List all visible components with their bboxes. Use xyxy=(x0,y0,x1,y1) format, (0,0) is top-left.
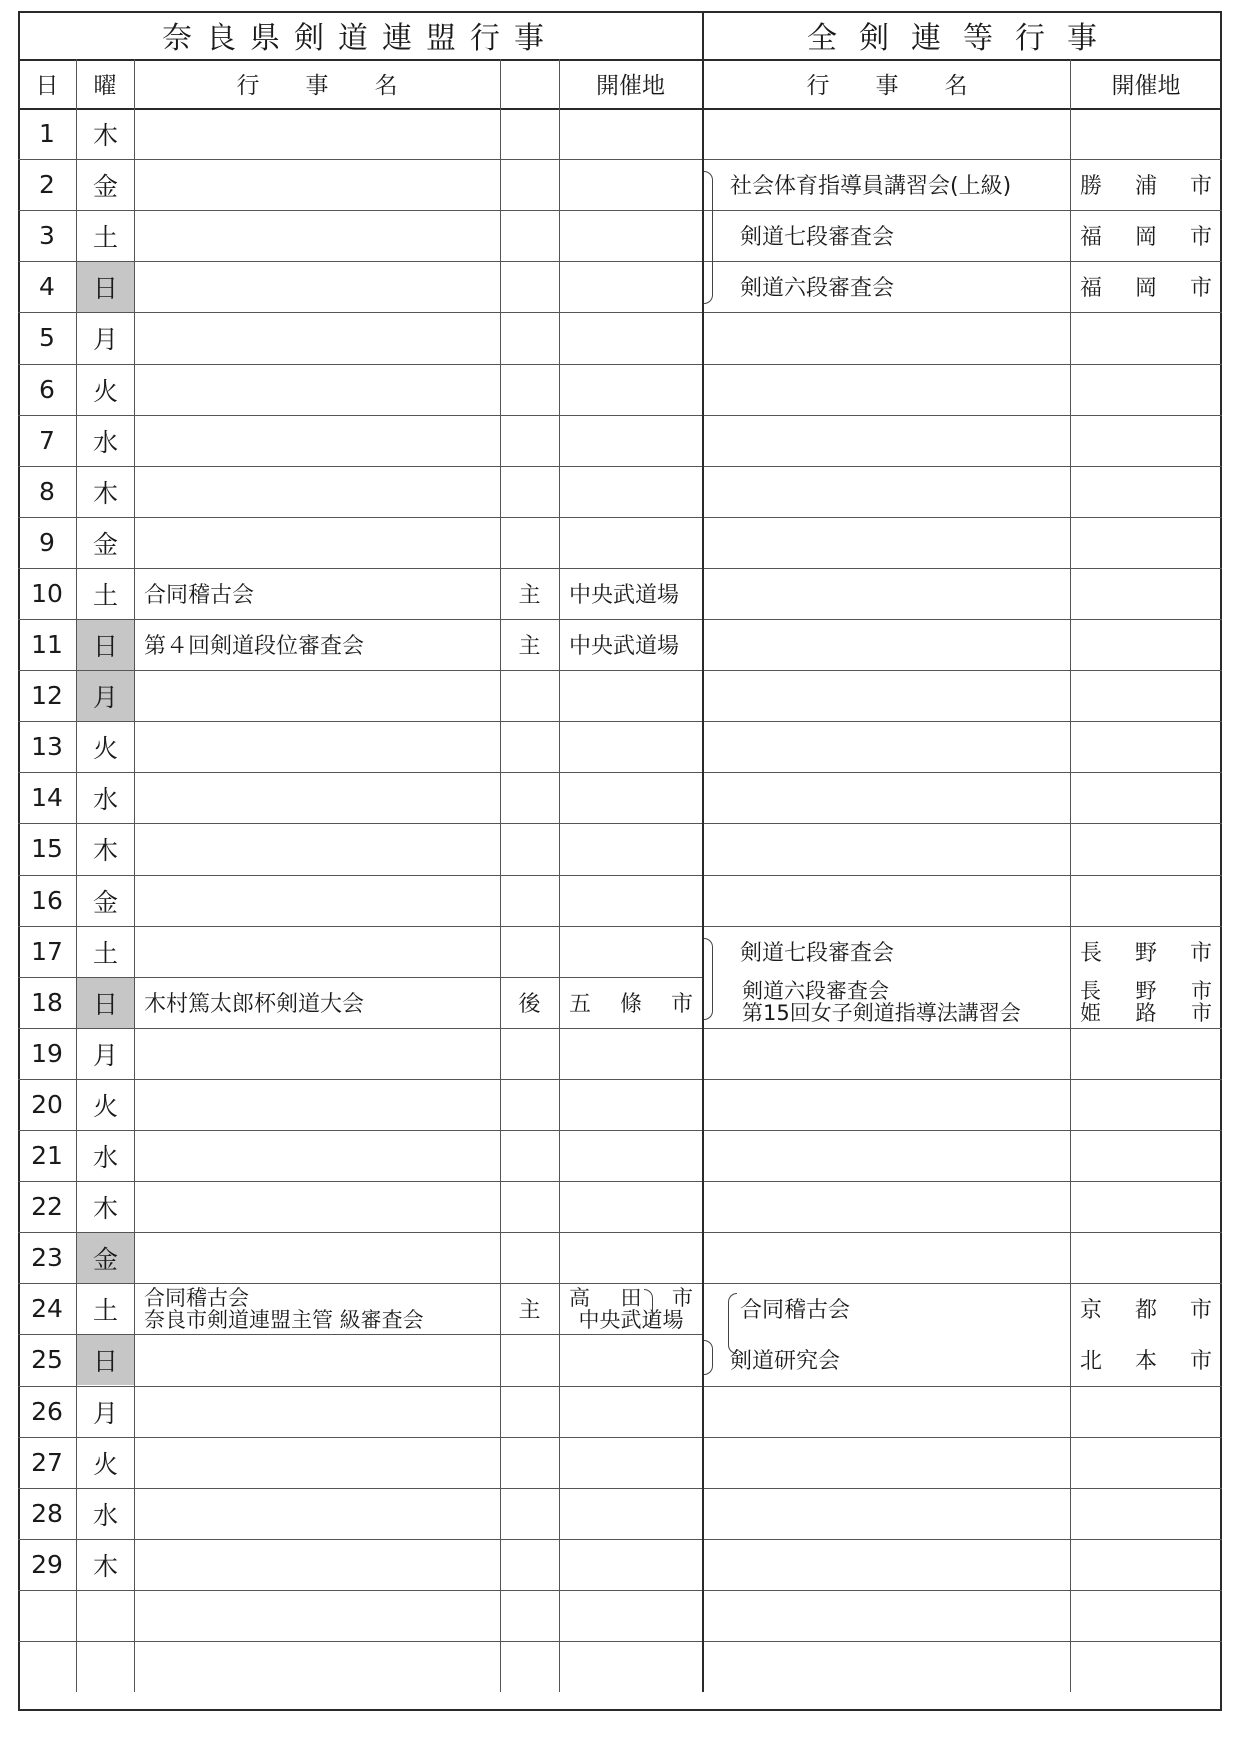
group-brace xyxy=(644,1289,653,1326)
weekday-cell xyxy=(77,722,134,772)
day-number: 14 xyxy=(31,783,63,813)
weekday-cell xyxy=(77,109,134,159)
organizer-mark xyxy=(500,619,559,670)
day-number: 1 xyxy=(39,119,55,149)
zen-event-name: 剣道六段審査会 xyxy=(742,979,889,1004)
day-number: 13 xyxy=(31,732,63,762)
weekday-cell xyxy=(77,978,134,1028)
zen-event-name: 社会体育指導員講習会(上級) xyxy=(730,174,1012,200)
day-cell xyxy=(18,977,76,1028)
weekday-cell xyxy=(77,262,134,312)
char: 姫 xyxy=(1080,1001,1101,1026)
day-cell xyxy=(18,875,76,926)
day-cell xyxy=(18,210,76,261)
weekday-label: 月 xyxy=(92,683,118,713)
event-cell xyxy=(134,568,500,619)
char: 市 xyxy=(1189,174,1212,200)
left-title-text: 奈良県剣道連盟行事 xyxy=(162,21,558,56)
weekday-cell xyxy=(77,620,134,670)
weekday-label: 金 xyxy=(92,1245,118,1275)
day-number: 29 xyxy=(31,1549,63,1579)
organizer-mark-text: 主 xyxy=(518,582,541,608)
day-cell xyxy=(18,108,76,159)
day-cell xyxy=(18,772,76,823)
weekday-cell xyxy=(77,365,134,415)
row-divider xyxy=(18,1386,1222,1387)
char: 市 xyxy=(1191,979,1212,1004)
day-number: 9 xyxy=(39,527,55,557)
zen-event-name: 剣道六段審査会 xyxy=(740,276,895,302)
day-number: 4 xyxy=(39,272,55,302)
zen-event-name: 剣道研究会 xyxy=(730,1349,841,1375)
venue-name: 中央武道場 xyxy=(569,634,680,660)
day-number: 7 xyxy=(39,425,55,455)
zen-venue-name xyxy=(1080,936,1212,967)
venue-name xyxy=(569,987,693,1018)
col-divider-event xyxy=(500,59,501,1692)
weekday-cell xyxy=(77,927,134,977)
weekday-label: 金 xyxy=(92,529,118,559)
venue-name-2: 中央武道場 xyxy=(578,1307,684,1332)
char: 五 xyxy=(569,991,592,1017)
row-divider xyxy=(18,721,1222,722)
day-number: 18 xyxy=(31,987,63,1017)
char: 路 xyxy=(1135,1001,1157,1026)
day-number: 8 xyxy=(39,476,55,506)
weekday-label: 日 xyxy=(92,1347,118,1377)
day-number: 19 xyxy=(31,1038,63,1068)
char: 高 xyxy=(569,1285,590,1310)
char: 田 xyxy=(620,1285,642,1310)
weekday-label: 土 xyxy=(92,938,118,968)
weekday-cell xyxy=(77,1131,134,1181)
day-number: 10 xyxy=(31,578,63,608)
day-cell xyxy=(18,1028,76,1079)
char: 條 xyxy=(619,991,642,1017)
weekday-label: 木 xyxy=(92,1194,118,1224)
char: 市 xyxy=(1189,1298,1212,1324)
day-cell xyxy=(18,415,76,466)
day-cell xyxy=(18,312,76,363)
day-number: 11 xyxy=(31,630,63,660)
event-name-2: 奈良市剣道連盟主管 級審査会 xyxy=(144,1307,424,1332)
weekday-label: 土 xyxy=(92,223,118,253)
left-title xyxy=(18,11,702,59)
char: 市 xyxy=(670,991,693,1017)
char: 福 xyxy=(1080,225,1103,251)
row-divider xyxy=(18,415,1222,416)
venue-name: 中央武道場 xyxy=(569,582,680,608)
header-day: 日 xyxy=(35,73,59,99)
weekday-label: 土 xyxy=(92,1296,118,1326)
header-venue: 開催地 xyxy=(596,73,665,99)
weekday-cell xyxy=(77,416,134,466)
char: 北 xyxy=(1080,1349,1103,1375)
zen-venue-cell xyxy=(1080,1283,1212,1334)
weekday-label: 水 xyxy=(92,1500,118,1530)
header-event: 行事名 xyxy=(236,73,444,99)
row-divider xyxy=(18,1437,1222,1438)
group-brace xyxy=(728,1293,737,1354)
row-divider xyxy=(18,1590,1222,1591)
day-number: 15 xyxy=(31,834,63,864)
row-divider xyxy=(18,1488,1222,1489)
zen-event-name-2: 第15回女子剣道指導法講習会 xyxy=(742,1001,1021,1026)
weekday-cell xyxy=(77,1387,134,1437)
weekday-cell xyxy=(77,211,134,261)
weekday-cell xyxy=(77,773,134,823)
row-divider xyxy=(18,875,1222,876)
char: 浦 xyxy=(1134,174,1157,200)
weekday-label: 水 xyxy=(92,427,118,457)
char: 市 xyxy=(1189,940,1212,966)
weekday-cell xyxy=(77,1233,134,1283)
weekday-cell xyxy=(77,876,134,926)
char: 本 xyxy=(1134,1349,1157,1375)
day-number: 3 xyxy=(39,221,55,251)
char: 京 xyxy=(1080,1298,1103,1324)
day-cell xyxy=(18,568,76,619)
day-cell xyxy=(18,1590,76,1641)
day-number: 21 xyxy=(31,1141,63,1171)
row-divider xyxy=(18,466,1222,467)
weekday-label: 火 xyxy=(92,1449,118,1479)
right-title xyxy=(704,11,1222,59)
day-cell xyxy=(18,1641,76,1692)
day-number: 12 xyxy=(31,681,63,711)
day-cell xyxy=(18,1232,76,1283)
day-cell xyxy=(18,670,76,721)
weekday-cell xyxy=(77,671,134,721)
char: 野 xyxy=(1134,940,1157,966)
row-divider xyxy=(18,772,1222,773)
zen-venue-cell xyxy=(1080,926,1212,977)
char: 市 xyxy=(672,1285,693,1310)
venue-cell xyxy=(569,977,693,1028)
weekday-label: 日 xyxy=(92,632,118,662)
weekday-cell xyxy=(77,1438,134,1488)
row-divider xyxy=(18,823,1222,824)
day-number: 22 xyxy=(31,1192,63,1222)
row-divider xyxy=(18,670,1222,671)
header-zen-event: 行事名 xyxy=(806,73,1014,99)
zen-venue-name xyxy=(1080,980,1212,1002)
weekday-label: 金 xyxy=(92,172,118,202)
day-cell xyxy=(18,261,76,312)
day-cell xyxy=(18,159,76,210)
event-name: 合同稽古会 xyxy=(144,1285,249,1310)
weekday-label: 月 xyxy=(92,325,118,355)
weekday-label: 金 xyxy=(92,887,118,917)
row-divider xyxy=(18,1181,1222,1182)
day-cell xyxy=(18,1283,76,1334)
weekday-cell xyxy=(77,1540,134,1590)
weekday-label: 日 xyxy=(92,274,118,304)
weekday-cell xyxy=(77,1182,134,1232)
venue-name xyxy=(569,1287,693,1309)
day-number: 26 xyxy=(31,1396,63,1426)
row-divider xyxy=(18,1539,1222,1540)
char: 市 xyxy=(1189,276,1212,302)
row-divider xyxy=(18,1079,1222,1080)
venue-cell xyxy=(569,619,693,670)
organizer-mark xyxy=(500,977,559,1028)
day-cell xyxy=(18,721,76,772)
group-brace xyxy=(704,938,713,1020)
char: 長 xyxy=(1080,979,1101,1004)
day-number: 25 xyxy=(31,1345,63,1375)
char: 長 xyxy=(1080,940,1103,966)
day-number: 24 xyxy=(31,1294,63,1324)
char: 都 xyxy=(1134,1298,1157,1324)
row-divider xyxy=(18,1130,1222,1131)
char: 岡 xyxy=(1134,225,1157,251)
group-brace xyxy=(704,1340,713,1375)
organizer-mark-text: 後 xyxy=(518,991,541,1017)
weekday-label: 木 xyxy=(92,478,118,508)
weekday-cell xyxy=(77,569,134,619)
group-brace xyxy=(704,171,713,304)
zen-venue-name xyxy=(1080,1293,1212,1324)
row-divider xyxy=(18,1641,1222,1642)
char: 市 xyxy=(1191,1001,1212,1026)
day-cell xyxy=(18,364,76,415)
weekday-cell xyxy=(77,1284,134,1334)
col-divider-weekday xyxy=(134,59,135,1692)
zen-event-name: 剣道七段審査会 xyxy=(740,225,895,251)
row-divider xyxy=(18,517,1222,518)
day-cell xyxy=(18,1488,76,1539)
organizer-mark-text: 主 xyxy=(518,634,541,660)
weekday-label: 水 xyxy=(92,785,118,815)
day-cell xyxy=(18,1181,76,1232)
day-number: 5 xyxy=(39,323,55,353)
title-divider xyxy=(18,59,1222,61)
event-cell xyxy=(134,977,500,1028)
day-cell xyxy=(18,1539,76,1590)
weekday-label: 木 xyxy=(92,1551,118,1581)
day-number: 28 xyxy=(31,1498,63,1528)
event-cell xyxy=(134,619,500,670)
day-cell xyxy=(18,1079,76,1130)
weekday-label: 火 xyxy=(92,376,118,406)
right-title-text: 全剣連等行事 xyxy=(807,21,1119,56)
day-number: 6 xyxy=(39,374,55,404)
zen-event-cell xyxy=(704,926,1070,977)
row-divider xyxy=(18,312,1222,313)
venue-cell xyxy=(569,1283,693,1334)
zen-venue-name xyxy=(1080,1344,1212,1375)
day-cell xyxy=(18,1334,76,1385)
weekday-cell xyxy=(77,1335,134,1385)
weekday-label: 木 xyxy=(92,121,118,151)
weekday-cell xyxy=(77,1489,134,1539)
day-number: 2 xyxy=(39,170,55,200)
weekday-cell xyxy=(77,467,134,517)
row-divider xyxy=(18,1028,1222,1029)
zen-event-name: 剣道七段審査会 xyxy=(740,940,895,966)
day-cell xyxy=(18,1130,76,1181)
char: 野 xyxy=(1135,979,1157,1004)
day-cell xyxy=(18,1386,76,1437)
header-zen-venue: 開催地 xyxy=(1111,73,1181,99)
zen-venue-name xyxy=(1080,220,1212,251)
weekday-label: 月 xyxy=(92,1040,118,1070)
zen-event-cell xyxy=(704,159,1070,210)
char: 市 xyxy=(1189,1349,1212,1375)
char: 福 xyxy=(1080,276,1103,302)
organizer-mark xyxy=(500,568,559,619)
organizer-mark xyxy=(500,1283,559,1334)
zen-event-cell xyxy=(742,977,1062,1028)
day-cell xyxy=(18,619,76,670)
zen-venue-cell xyxy=(1080,210,1212,261)
weekday-cell xyxy=(77,1642,134,1692)
col-divider-zen xyxy=(1070,59,1071,1692)
weekday-label: 木 xyxy=(92,836,118,866)
col-divider-mark xyxy=(559,59,560,1692)
venue-cell xyxy=(569,568,693,619)
char: 岡 xyxy=(1134,276,1157,302)
header-divider xyxy=(18,108,1222,110)
weekday-label: 日 xyxy=(92,989,118,1019)
zen-venue-cell xyxy=(1080,1334,1212,1385)
weekday-label: 火 xyxy=(92,734,118,764)
event-name: 木村篤太郎杯剣道大会 xyxy=(144,991,365,1017)
day-number: 23 xyxy=(31,1243,63,1273)
day-cell xyxy=(18,823,76,874)
day-cell xyxy=(18,1437,76,1488)
header-weekday: 曜 xyxy=(93,73,117,99)
schedule-sheet xyxy=(18,11,1222,1711)
char: 勝 xyxy=(1080,174,1103,200)
zen-venue-cell xyxy=(1080,159,1212,210)
zen-event-cell xyxy=(704,261,1070,312)
weekday-cell xyxy=(77,1080,134,1130)
day-number: 16 xyxy=(31,885,63,915)
zen-event-cell xyxy=(704,1283,1070,1334)
zen-venue-cell xyxy=(1080,261,1212,312)
day-number: 20 xyxy=(31,1089,63,1119)
row-divider xyxy=(18,1232,1222,1233)
weekday-cell xyxy=(77,1029,134,1079)
zen-venue-cell xyxy=(1080,977,1212,1028)
day-cell xyxy=(18,926,76,977)
weekday-cell xyxy=(77,313,134,363)
event-name: 合同稽古会 xyxy=(144,582,255,608)
day-number: 17 xyxy=(31,936,63,966)
zen-venue-name-2 xyxy=(1080,1002,1212,1024)
weekday-cell xyxy=(77,518,134,568)
day-number: 27 xyxy=(31,1447,63,1477)
row-divider xyxy=(18,364,1222,365)
organizer-mark-text: 主 xyxy=(518,1298,541,1324)
char: 市 xyxy=(1189,225,1212,251)
weekday-cell xyxy=(77,160,134,210)
weekday-cell xyxy=(77,824,134,874)
day-cell xyxy=(18,466,76,517)
event-cell xyxy=(134,1283,500,1334)
zen-event-name: 合同稽古会 xyxy=(740,1298,851,1324)
zen-venue-name xyxy=(1080,271,1212,302)
weekday-label: 水 xyxy=(92,1143,118,1173)
weekday-label: 火 xyxy=(92,1091,118,1121)
weekday-label: 月 xyxy=(92,1398,118,1428)
zen-event-cell xyxy=(704,1334,1070,1385)
event-name: 第４回剣道段位審査会 xyxy=(144,634,365,660)
zen-event-cell xyxy=(704,210,1070,261)
day-cell xyxy=(18,517,76,568)
zen-venue-name xyxy=(1080,169,1212,200)
weekday-label: 土 xyxy=(92,580,118,610)
weekday-cell xyxy=(77,1591,134,1641)
